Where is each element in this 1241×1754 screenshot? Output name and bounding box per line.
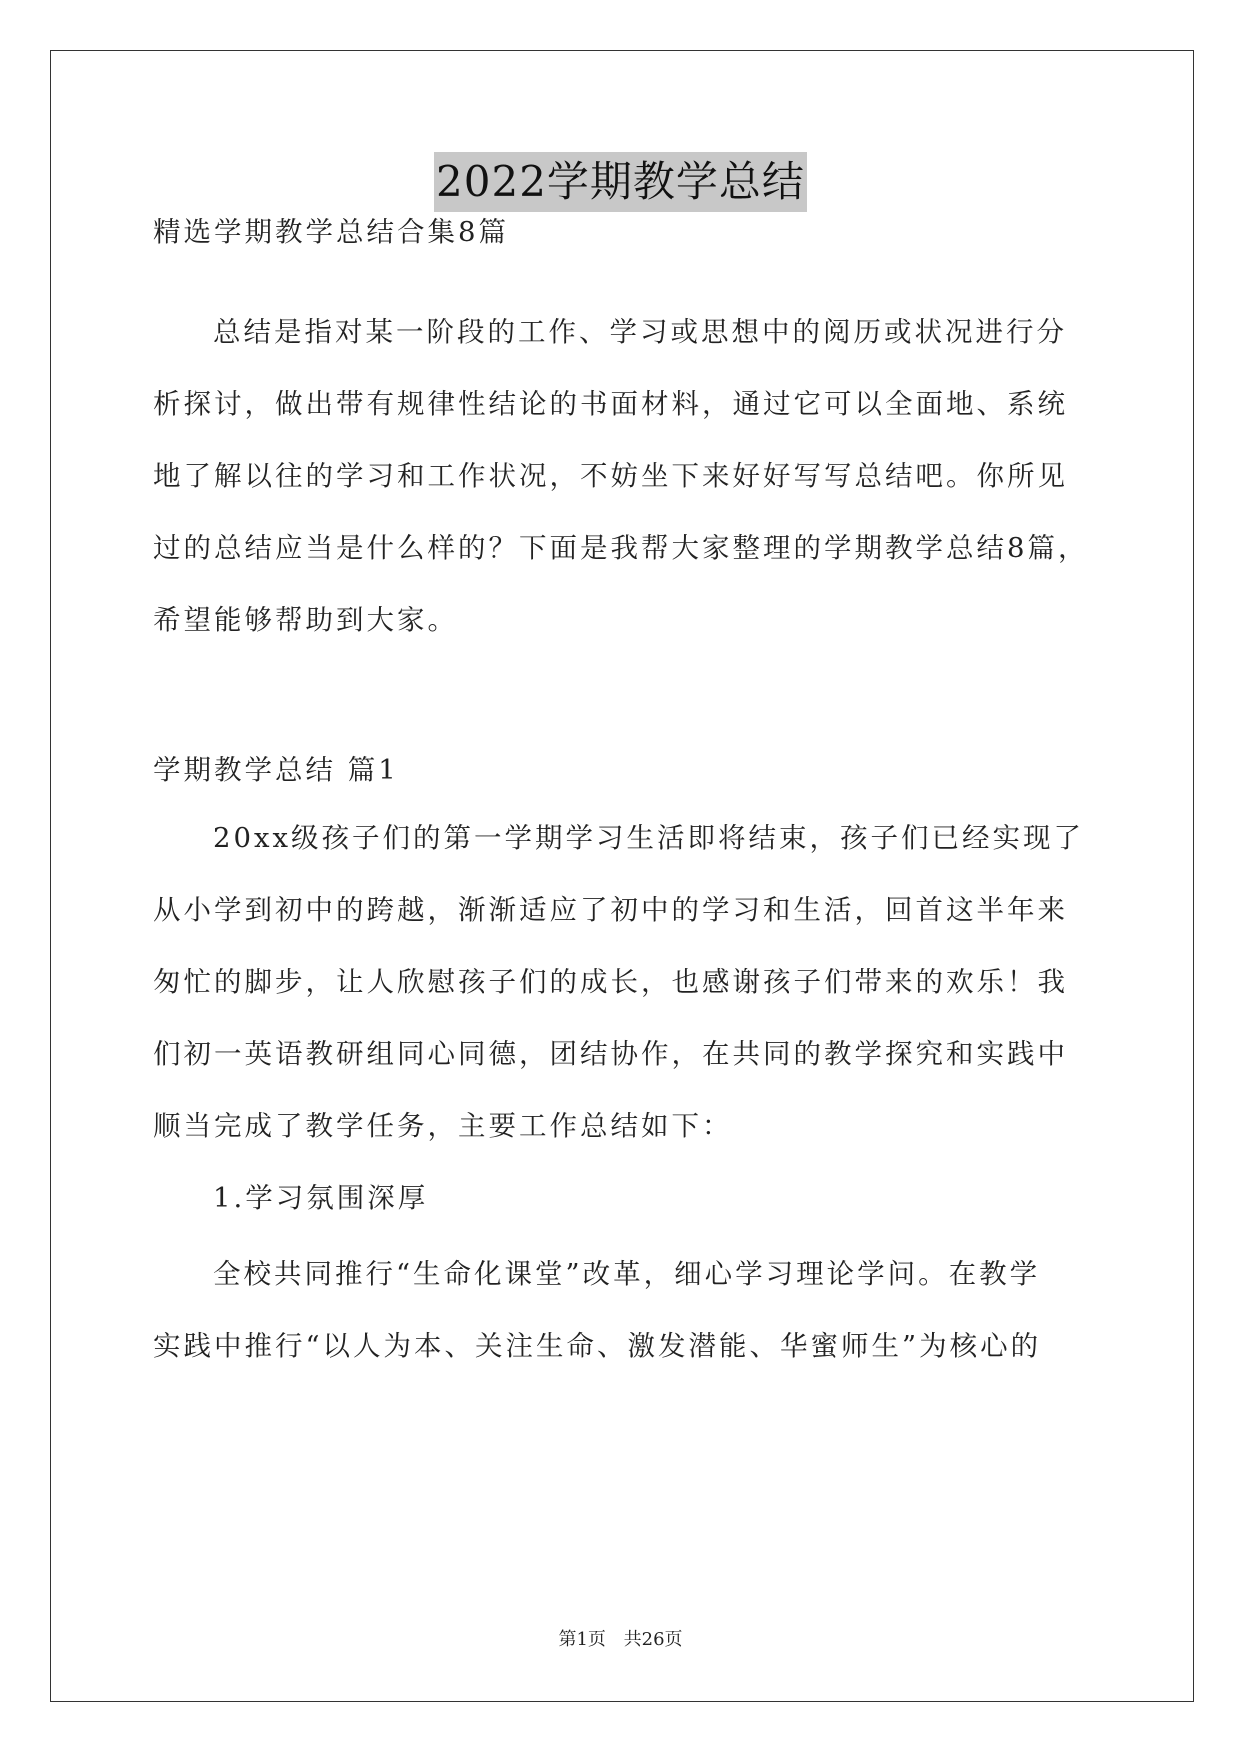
intro-line: 地了解以往的学习和工作状况，不妨坐下来好好写写总结吧。你所见: [153, 460, 1068, 492]
intro-line: 析探讨，做出带有规律性结论的书面材料，通过它可以全面地、系统: [153, 388, 1068, 420]
document-title: 2022学期教学总结: [434, 152, 807, 212]
body-line: 们初一英语教研组同心同德，团结协作，在共同的教学探究和实践中: [153, 1038, 1068, 1070]
page-total: 共26页: [623, 1629, 683, 1650]
title-container: [0, 152, 1241, 212]
point-heading: 1.学习氛围深厚: [213, 1182, 429, 1214]
page-footer: [0, 1628, 1241, 1652]
intro-line: 希望能够帮助到大家。: [153, 604, 458, 636]
body-line: 20xx级孩子们的第一学期学习生活即将结束，孩子们已经实现了: [213, 822, 1085, 854]
subtitle: 精选学期教学总结合集8篇: [153, 216, 509, 248]
intro-line: 总结是指对某一阶段的工作、学习或思想中的阅历或状况进行分: [213, 316, 1067, 348]
page-number: 第1页: [558, 1629, 606, 1650]
section-heading: 学期教学总结 篇1: [153, 754, 399, 786]
intro-line: 过的总结应当是什么样的？下面是我帮大家整理的学期教学总结8篇，: [153, 532, 1089, 564]
body-line: 顺当完成了教学任务，主要工作总结如下：: [153, 1110, 733, 1142]
page-border: [50, 50, 1194, 1702]
body-line: 从小学到初中的跨越，渐渐适应了初中的学习和生活，回首这半年来: [153, 894, 1068, 926]
body-line: 匆忙的脚步，让人欣慰孩子们的成长，也感谢孩子们带来的欢乐！我: [153, 966, 1068, 998]
point-line: 全校共同推行“生命化课堂”改革，细心学习理论学问。在教学: [213, 1258, 1041, 1290]
point-line: 实践中推行“以人为本、关注生命、激发潜能、华蜜师生”为核心的: [153, 1330, 1042, 1362]
